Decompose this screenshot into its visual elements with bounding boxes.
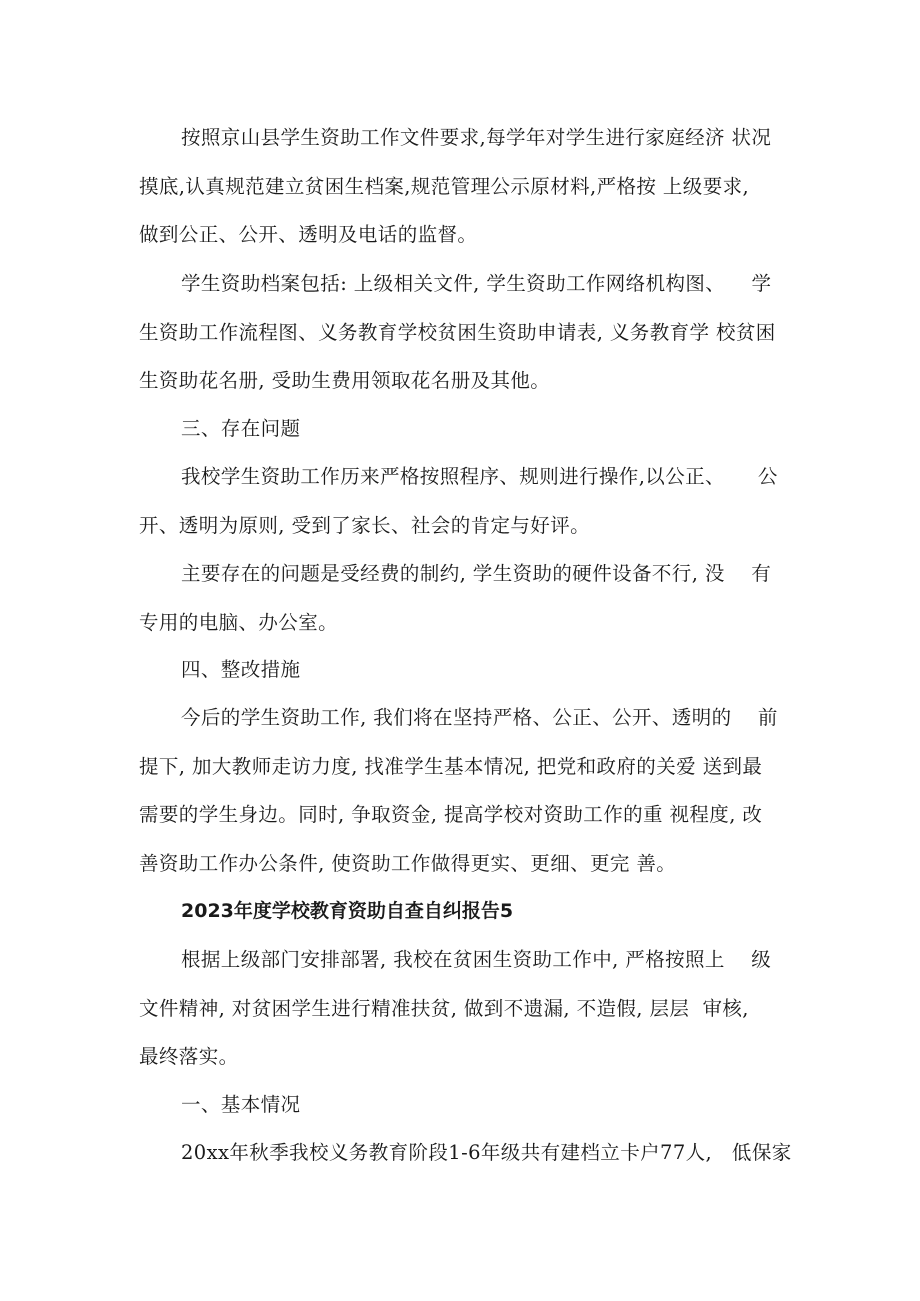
paragraph-archive-contents: [139, 260, 787, 406]
paragraph-work-history: [139, 453, 787, 550]
text-line: 专用的电脑、办公室。: [139, 610, 339, 634]
text-line: 按照京山县学生资助工作文件要求,每学年对学生进行家庭经济 状况: [181, 126, 772, 149]
report-title: 2023年度学校教育资助自查自纠报告5: [181, 900, 514, 922]
text-line: 摸底,认真规范建立贫困生档案,规范管理公示原材料,严格按 上级要求,: [139, 174, 750, 198]
text-line: 提下, 加大教师走访力度, 找准学生基本情况, 把党和政府的关爱 送到最: [139, 754, 763, 778]
text-line: 需要的学生身边。同时, 争取资金, 提高学校对资助工作的重 视程度, 改: [139, 803, 763, 826]
text-line: 我校学生资助工作历来严格按照程序、规则进行操作,以公正、 公: [181, 465, 778, 488]
text-line: 根据上级部门安排部署, 我校在贫困生资助工作中, 严格按照上 级: [181, 948, 772, 971]
paragraph-deployment: [139, 936, 787, 1082]
section-heading-rectification: 四、整改措施: [181, 658, 301, 681]
text-line: 文件精神, 对贫困学生进行精准扶贫, 做到不遗漏, 不造假, 层层 审核,: [139, 996, 749, 1020]
paragraph-future-work: [139, 694, 787, 888]
paragraph-main-problems: [139, 550, 787, 647]
text-line: 20xx年秋季我校义务教育阶段1-6年级共有建档立卡户77人, 低保家: [181, 1141, 792, 1164]
text-line: 开、透明为原则, 受到了家长、社会的肯定与好评。: [139, 513, 590, 537]
paragraph-funding-requirements: [139, 114, 787, 260]
text-line: 做到公正、公开、透明及电话的监督。: [139, 223, 478, 246]
text-line: 最终落实。: [139, 1045, 239, 1068]
text-line: 生资助花名册, 受助生费用领取花名册及其他。: [139, 369, 551, 392]
section-heading-problems: 三、存在问题: [181, 417, 301, 440]
text-line: 善资助工作办公条件, 使资助工作做得更实、更细、更完 善。: [139, 851, 677, 875]
text-line: 今后的学生资助工作, 我们将在坚持严格、公正、公开、透明的 前: [181, 706, 778, 729]
text-line: 生资助工作流程图、义务教育学校贫困生资助申请表, 义务教育学 校贫困: [139, 320, 776, 344]
paragraph-enrollment: [139, 1129, 792, 1178]
section-heading-basic-situation: 一、基本情况: [181, 1093, 301, 1116]
text-line: 学生资助档案包括: 上级相关文件, 学生资助工作网络机构图、 学: [181, 272, 772, 295]
text-line: 主要存在的问题是受经费的制约, 学生资助的硬件设备不行, 没 有: [181, 562, 772, 585]
